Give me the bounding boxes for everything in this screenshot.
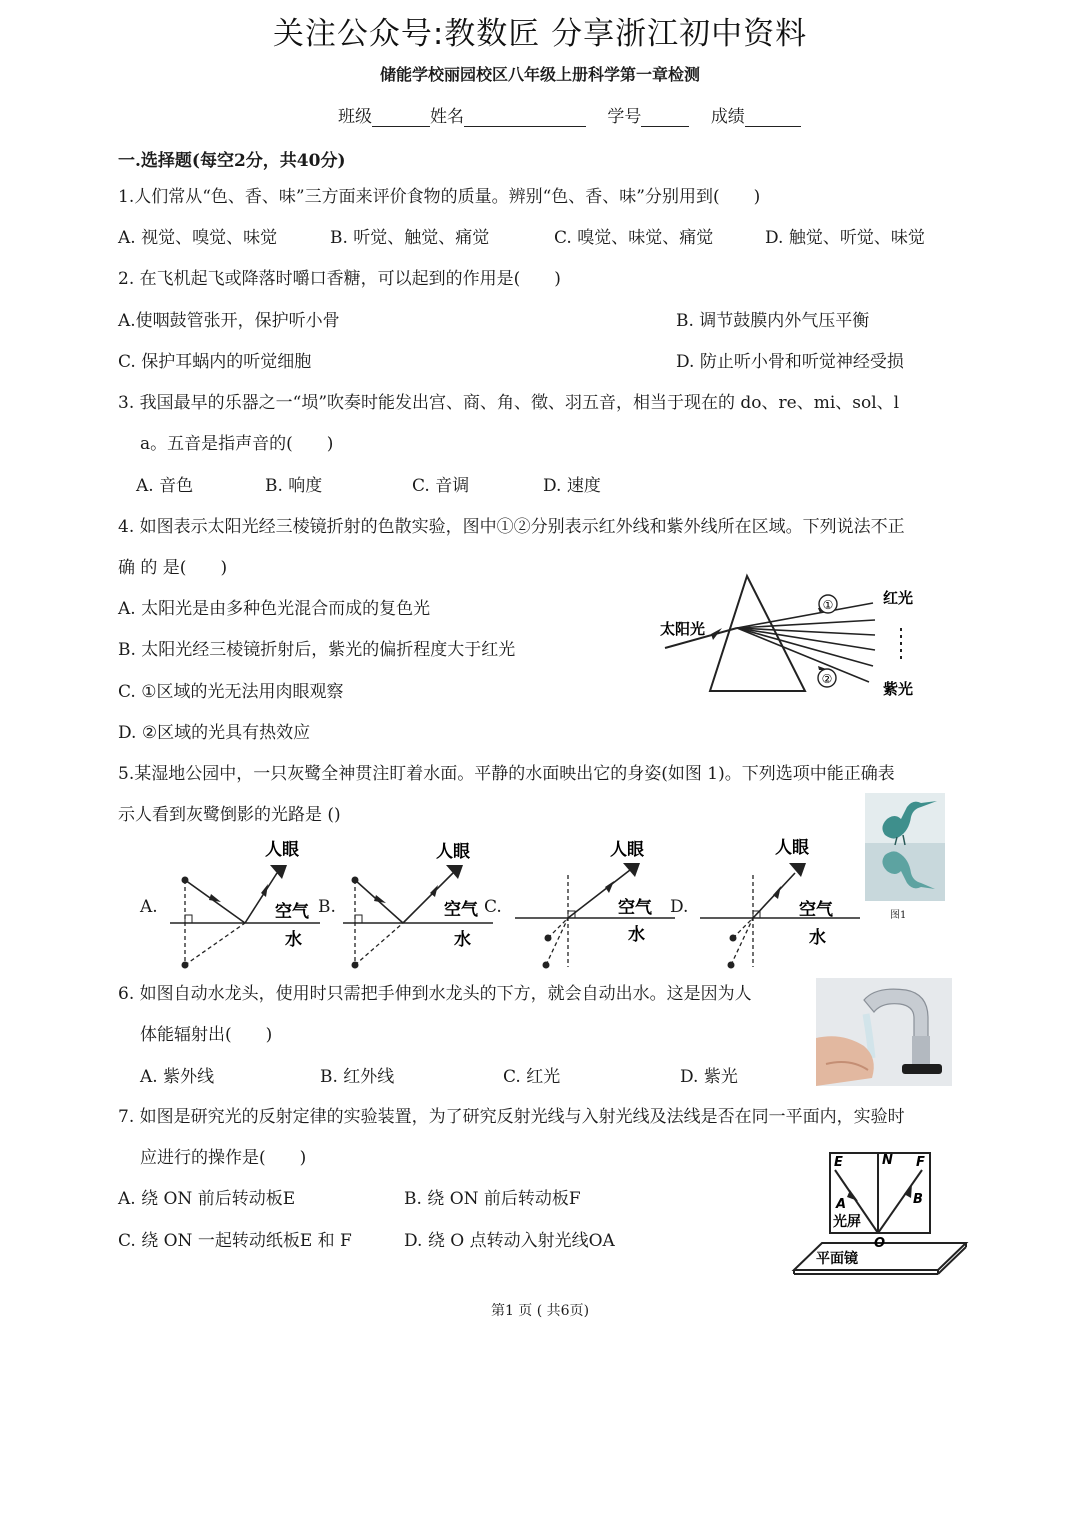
label-N: N [882,1153,893,1168]
q1-option-d: D. 触觉、听觉、味觉 [765,228,925,248]
promo-banner: 关注公众号:教数匠 分享浙江初中资料 [272,16,808,52]
water-label: 水 [454,930,471,950]
q6-stem-line1: 6. 如图自动水龙头，使用时只需把手伸到水龙头的下方，就会自动出水。这是因为人 [118,984,752,1004]
mirror-label: 平面镜 [816,1251,858,1267]
q7-option-a: A. 绕 ON 前后转动板E [118,1189,296,1209]
q4-stem-line1: 4. 如图表示太阳光经三棱镜折射的色散实验，图中①②分别表示红外线和紫外线所在区域。下列说法不正 [118,517,905,537]
dispersed-rays [737,603,875,682]
number-blank[interactable] [641,109,689,127]
q7-stem-line1: 7. 如图是研究光的反射定律的实验装置，为了研究反射光线与入射光线及法线是否在同一平面内，实验时 [118,1107,905,1127]
student-info-line [338,102,801,127]
q6-option-b: B. 红外线 [320,1067,395,1087]
q7-stem-line2: 应进行的操作是( ) [140,1148,307,1168]
q1-option-c: C. 嗅觉、味觉、痛觉 [554,228,714,248]
air-label: 空气 [444,900,478,920]
q3-option-a: A. 音色 [136,476,194,496]
q6-option-a: A. 紫外线 [140,1067,215,1087]
q7-option-c: C. 绕 ON 一起转动纸板E 和 F [118,1231,352,1251]
q5-option-d-diagram [695,835,865,975]
eye-label: 人眼 [265,840,299,860]
page-footer: 第1 页 ( 共6页) [490,1303,590,1319]
q3-stem-line2: a。五音是指声音的( ) [140,434,334,454]
region-2-label: ② [821,672,833,686]
eye-icon [789,863,806,877]
q1-stem: 1.人们常从“色、香、味”三方面来评价食物的质量。辨别“色、香、味”分别用到( ) [118,187,761,207]
air-label: 空气 [618,898,652,918]
label-A: A [836,1197,847,1212]
q5-option-a-diagram [165,835,325,975]
q2-stem: 2. 在飞机起飞或降落时嚼口香糖，可以起到的作用是( ) [118,269,561,289]
sunlight-label: 太阳光 [660,620,706,638]
q3-stem-line1: 3. 我国最早的乐器之一“埙”吹奏时能发出宫、商、角、徵、羽五音，相当于现在的 do、re、mi、sol、l [118,393,900,413]
q5-option-c-label: C. [484,897,502,917]
eye-label: 人眼 [775,838,809,858]
q6-option-d: D. 紫光 [680,1067,738,1087]
q4-option-a: A. 太阳光是由多种色光混合而成的复色光 [118,599,431,619]
air-label: 空气 [799,900,833,920]
eye-icon [623,863,640,877]
class-blank[interactable] [372,109,430,127]
q4-stem-line2: 确 的 是( ) [118,558,228,578]
label-F: F [916,1155,925,1170]
q3-option-c: C. 音调 [412,476,470,496]
q6-stem-line2: 体能辐射出( ) [140,1025,273,1045]
q1-option-b: B. 听觉、触觉、痛觉 [330,228,490,248]
q2-option-d: D. 防止听小骨和听觉神经受损 [676,352,904,372]
screen-label: 光屏 [833,1214,861,1230]
class-label: 班级 [338,107,372,127]
q5-option-b-label: B. [318,897,336,917]
q5-option-c-diagram [510,835,680,975]
q3-option-b: B. 响度 [265,476,323,496]
q7-option-d: D. 绕 O 点转动入射光线OA [404,1231,615,1251]
q4-option-c: C. ①区域的光无法用肉眼观察 [118,682,344,702]
sunlight-arrow-icon [711,628,722,640]
q5-option-b-diagram [338,835,498,975]
q5-option-d-label: D. [670,897,689,917]
q2-option-a: A.使咽鼓管张开，保护听小骨 [118,311,340,331]
eye-label: 人眼 [436,842,470,862]
label-E: E [834,1155,843,1170]
q2-option-c: C. 保护耳蜗内的听觉细胞 [118,352,312,372]
q1-option-a: A. 视觉、嗅觉、味觉 [118,228,278,248]
q4-option-b: B. 太阳光经三棱镜折射后，紫光的偏折程度大于红光 [118,640,516,660]
reflection-apparatus-figure [790,1148,970,1276]
red-light-label: 红光 [883,589,914,607]
name-label: 姓名 [430,107,464,127]
region-1-label: ① [822,598,834,612]
water-label: 水 [809,928,826,948]
violet-light-label: 紫光 [883,680,914,698]
figure-1-caption: 图1 [890,910,907,921]
q7-option-b: B. 绕 ON 前后转动板F [404,1189,581,1209]
name-blank[interactable] [464,109,586,127]
q2-option-b: B. 调节鼓膜内外气压平衡 [676,311,870,331]
prism-dispersion-figure [655,570,925,700]
section-heading: 一.选择题(每空2分，共40分) [118,151,346,171]
eye-icon [270,865,287,879]
q3-option-d: D. 速度 [543,476,601,496]
score-label: 成绩 [710,107,745,127]
q4-option-d: D. ②区域的光具有热效应 [118,723,311,743]
eye-label: 人眼 [610,840,644,860]
label-B: B [913,1192,923,1207]
water-label: 水 [285,930,302,950]
q5-option-a-label: A. [140,897,158,917]
label-O: O [874,1236,886,1251]
water-label: 水 [628,925,645,945]
number-label: 学号 [607,107,642,127]
q5-stem-line2: 示人看到灰鹭倒影的光路是 () [118,805,341,825]
heron-photo [865,793,945,901]
faucet-photo [816,978,952,1086]
q6-option-c: C. 红光 [503,1067,561,1087]
air-label: 空气 [275,902,309,922]
score-blank[interactable] [745,109,801,127]
q5-stem-line1: 5.某湿地公园中，一只灰鹭全神贯注盯着水面。平静的水面映出它的身姿(如图 1)。下列选项中能正确表 [118,764,895,784]
exam-title: 储能学校丽园校区八年级上册科学第一章检测 [379,65,700,84]
